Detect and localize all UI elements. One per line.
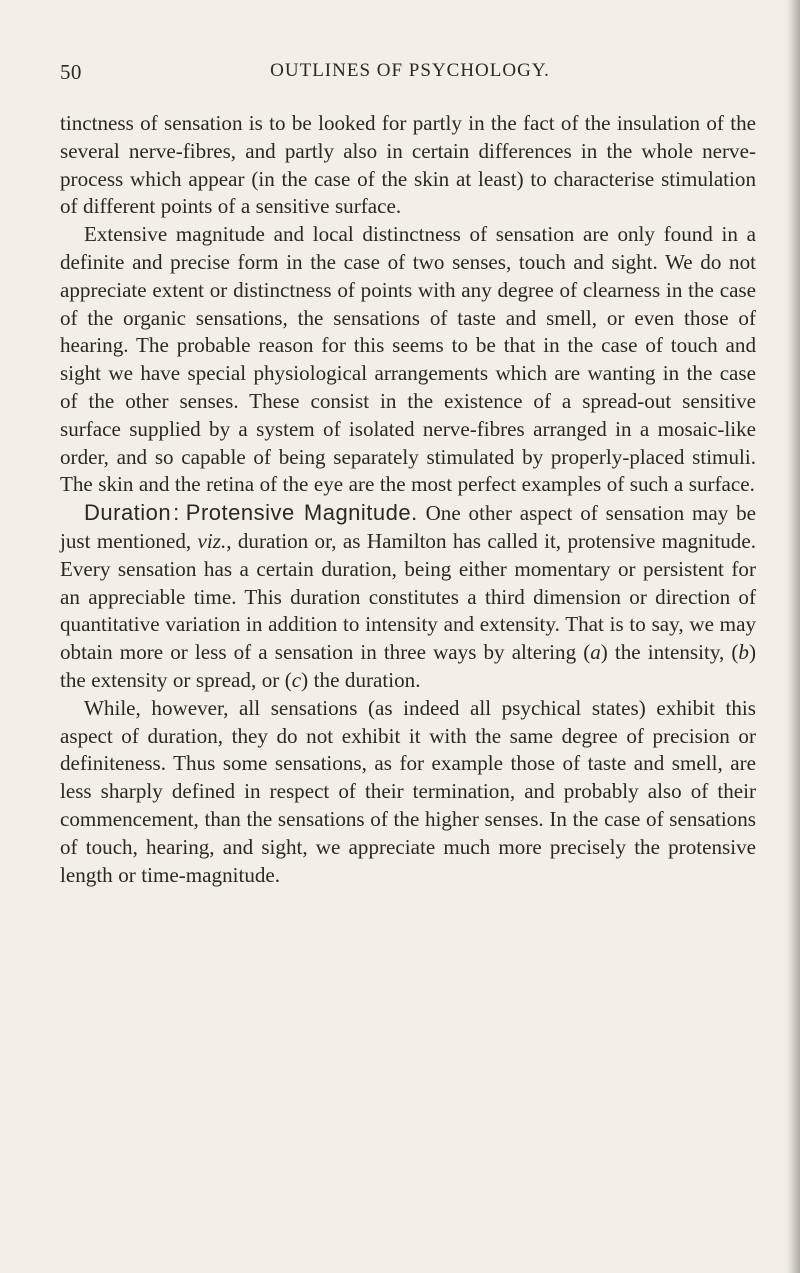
enum-c: c	[291, 667, 302, 692]
running-head: OUTLINES OF PSYCHOLOGY.	[270, 60, 550, 81]
enum-b: b	[738, 640, 749, 665]
section-heading-protensive: Protensive Magnitude.	[185, 500, 418, 526]
paragraph-continuation: tinctness of sensation is to be looked for partly in the fact of the insulation of the several nerve-fibres, and partly also in certain differences in the whole nerve-process which appear (in the case of the skin at least) to characterise stimulation of different points of a sensitive surface.	[60, 111, 756, 219]
paragraph-duration	[60, 499, 756, 695]
page-edge-shadow	[786, 0, 800, 1273]
duration-text-1: One other aspect of sensation may be just mentioned,	[60, 501, 756, 553]
section-heading-duration: Duration	[84, 500, 172, 526]
enum-a: a	[590, 640, 601, 665]
paragraph-precision: While, however, all sensations (as indeed all psychical states) exhibit this aspect of duration, they do not exhibit it with the same degree of precision or definiteness. Thus some sensations, as for example those of taste and smell, are less sharply defined in respect of their termination, and probably also of their commencement, than the sensations of the higher senses. In the case of sensations of touch, hearing, and sight, we appreciate much more precisely the protensive length or time-magnitude.	[60, 695, 756, 887]
section-heading	[84, 500, 418, 525]
page-header	[60, 60, 760, 86]
paragraph-extensive-magnitude: Extensive magnitude and local distinctness of sensation are only found in a definite and precise form in the case of two senses, touch and sight. We do not appreciate extent or distinctness of points with any degree of clearness in the case of the organic sensations, the sensations of taste and smell, or even those of hearing. The probable reason for this seems to be that in the case of touch and sight we have special physiological arrangements which are wanting in the case of the other senses. These consist in the existence of a spread-out sensitive surface supplied by a system of isolated nerve-fibres arranged in a mosaic-like order, and so capable of being separately stimulated by properly-placed stimuli. The skin and the retina of the eye are the most perfect examples of such a surface.	[60, 222, 756, 497]
duration-text-2: , duration or, as Hamilton has called it, protensive magnitude. Every sensation has a certain duration, being either momentary or persistent for an appreciable time. This duration constitutes a third dimension or direction of quantitative variation in addition to intensity and extensity. That is to say, we may obtain more or less of a sensation in three ways by altering (	[60, 528, 756, 665]
body-text	[60, 110, 756, 889]
viz-abbreviation: viz.	[197, 528, 227, 553]
duration-text-4: ) the extensity or spread, or (	[60, 640, 756, 692]
page-number: 50	[60, 60, 82, 84]
duration-text-5: ) the duration.	[301, 667, 421, 692]
section-heading-colon: :	[173, 500, 180, 526]
duration-text-3: ) the intensity, (	[600, 640, 739, 665]
